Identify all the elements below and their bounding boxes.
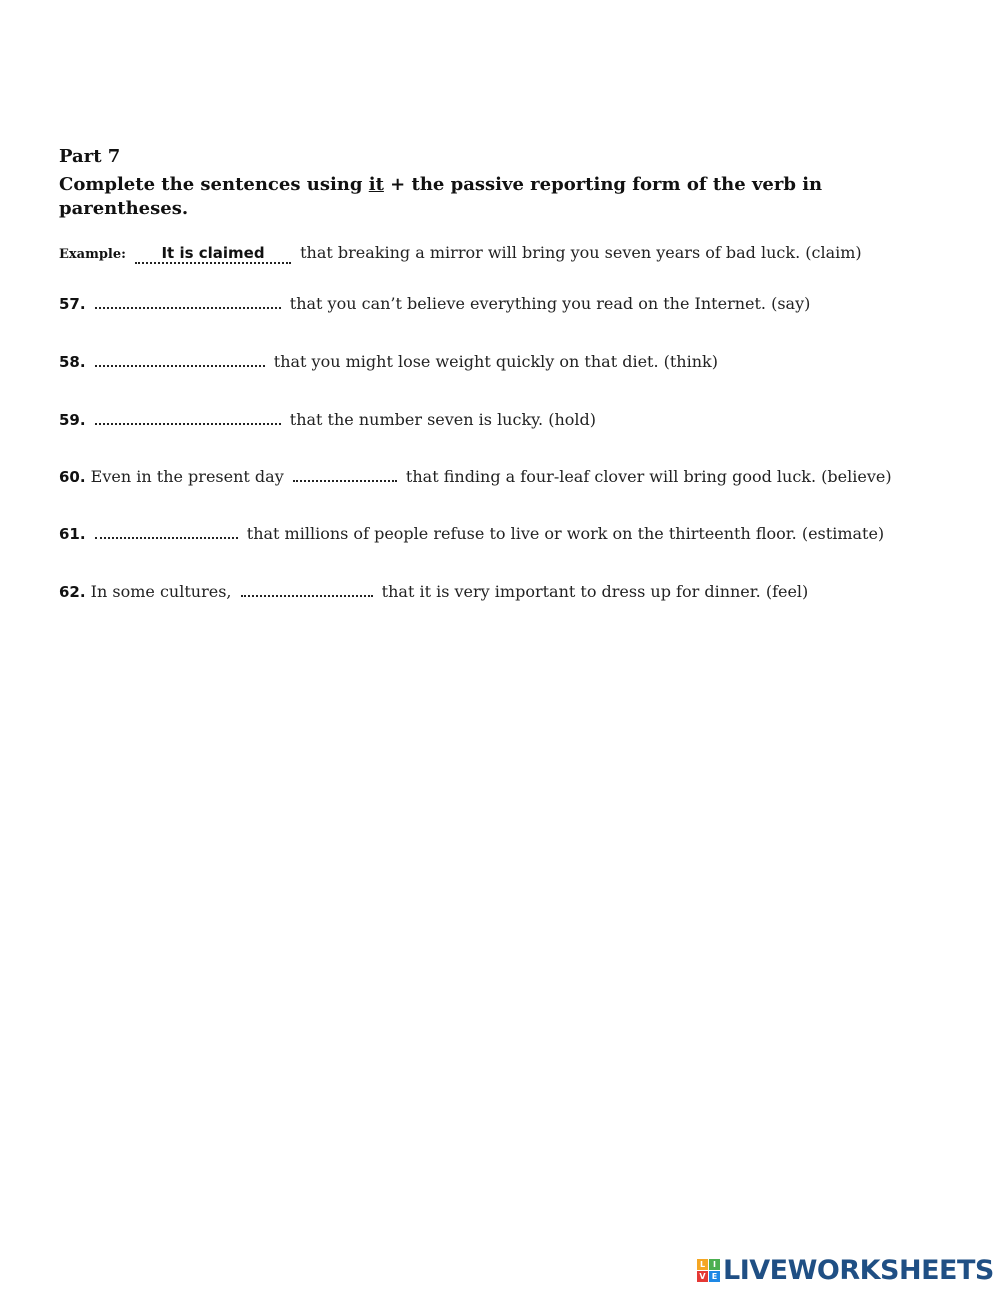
question-number: 62. [59, 583, 86, 601]
logo-letter: L [697, 1259, 708, 1270]
logo-text: LIVEWORKSHEETS [723, 1254, 994, 1286]
question-text: that the number seven is lucky. (hold) [289, 410, 597, 429]
question-58 [59, 349, 718, 371]
question-61 [59, 521, 884, 543]
instruction-before: Complete the sentences using [59, 174, 369, 195]
question-62 [59, 579, 808, 601]
question-lead-text: Even in the present day [90, 467, 284, 486]
logo-icon [697, 1259, 720, 1282]
question-number: 57. [59, 295, 86, 313]
example-answer: It is claimed [135, 244, 291, 264]
question-60 [59, 464, 892, 486]
answer-blank-57[interactable] [95, 291, 281, 309]
answer-blank-60[interactable] [293, 464, 397, 482]
question-text: that millions of people refuse to live or work on the thirteenth floor. (estimate) [246, 524, 885, 543]
question-text: that you might lose weight quickly on that diet. (think) [273, 352, 718, 371]
example-label: Example: [59, 247, 126, 262]
answer-blank-62[interactable] [241, 579, 373, 597]
logo-letter: E [709, 1271, 720, 1282]
question-lead-text: In some cultures, [90, 582, 232, 601]
liveworksheets-logo [697, 1255, 994, 1285]
logo-letter: V [697, 1271, 708, 1282]
instruction-keyword: it [368, 174, 384, 195]
logo-letter: I [709, 1259, 720, 1270]
instruction-after: + the passive reporting form of the verb in parentheses. [59, 174, 823, 219]
question-text: that finding a four-leaf clover will bring good luck. (believe) [405, 467, 892, 486]
question-number: 61. [59, 525, 86, 543]
example-line [59, 243, 862, 264]
question-57 [59, 291, 810, 313]
question-number: 59. [59, 411, 86, 429]
question-number: 58. [59, 353, 86, 371]
answer-blank-61[interactable] [95, 521, 238, 539]
question-text: that you can’t believe everything you read on the Internet. (say) [289, 294, 811, 313]
answer-blank-58[interactable] [95, 349, 265, 367]
part-title: Part 7 [59, 146, 121, 167]
question-59 [59, 407, 596, 429]
question-number: 60. [59, 468, 86, 486]
question-text: that it is very important to dress up for dinner. (feel) [381, 582, 809, 601]
instruction [59, 173, 859, 221]
answer-blank-59[interactable] [95, 407, 281, 425]
example-text: that breaking a mirror will bring you seven years of bad luck. (claim) [300, 243, 862, 262]
